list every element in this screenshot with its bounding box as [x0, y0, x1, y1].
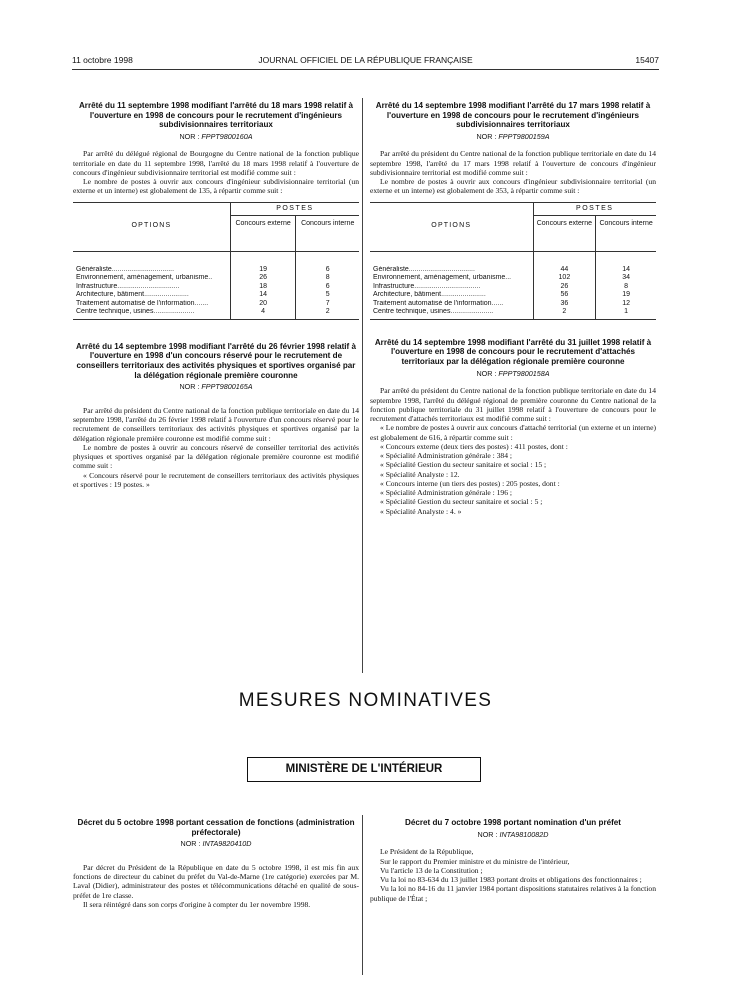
option-label: Centre technique, usines	[76, 308, 154, 316]
interne-value: 12	[596, 300, 656, 309]
nor-label: NOR :	[179, 382, 200, 392]
postes-table	[73, 202, 359, 320]
interne-value: 1	[596, 308, 656, 319]
list-item: « Spécialité Analyste : 12.	[380, 469, 460, 479]
table-row: Infrastructure................................ 18 6	[73, 283, 359, 292]
option-label: Traitement automatisé de l'information	[76, 299, 195, 307]
interne-value: 2	[296, 308, 359, 319]
list-item: « Spécialité Administration générale : 196 ;	[380, 488, 513, 498]
nor-reference	[370, 831, 656, 840]
column-divider	[362, 815, 363, 975]
nor-reference	[73, 840, 359, 849]
paragraph: Vu l'article 13 de la Constitution ;	[380, 865, 483, 875]
interne-value: 8	[596, 283, 656, 292]
paragraph: Le nombre de postes à ouvrir aux concours d'ingénieur subdivisionnaire territorial (un externe et un interne) est globalement de 353, à répartir comme suit :	[370, 177, 656, 196]
externe-value: 20	[230, 300, 296, 309]
externe-value: 36	[533, 300, 596, 309]
option-label: Traitement automatisé de l'information	[373, 299, 492, 307]
decret-5-octobre	[73, 818, 359, 909]
nor-code: INTA9820410D	[202, 839, 252, 849]
paragraph: Il sera réintégré dans son corps d'origine à compter du 1er novembre 1998.	[83, 899, 311, 909]
left-column	[73, 101, 359, 489]
option-label: Environnement, aménagement, urbanisme	[373, 274, 506, 282]
interne-value: 14	[596, 266, 656, 275]
paragraph: Par arrêté du président du Centre national de la fonction publique territoriale en date du 14 septembre 1998, l'arrêté du 17 mars 1998 relatif à l'ouverture de concours d'ingénieur subdivisionnaire territorial est modifié comme suit :	[370, 149, 656, 177]
table-row: Architecture, bâtiment....................... 14 5	[73, 291, 359, 300]
table-row: Centre technique, usines..................... 4 2	[73, 308, 359, 319]
table-row: Environnement, aménagement, urbanisme... 102 34	[370, 274, 656, 283]
list-item: « Spécialité Analyste : 4. »	[380, 506, 462, 516]
table-row: Traitement automatisé de l'information...... 36 12	[370, 300, 656, 309]
externe-value: 19	[230, 266, 296, 275]
arrete-14-septembre-apsp	[73, 342, 359, 489]
postes-table	[370, 202, 656, 320]
option-label: Généraliste	[76, 265, 112, 273]
paragraph: Vu la loi no 84-16 du 11 janvier 1984 portant dispositions statutaires relatives à la fonction publique de l'État ;	[370, 884, 656, 903]
paragraph: « Le nombre de postes à ouvrir aux concours d'attaché territorial (un externe et un interne) est globalement de 616, à répartir comme suit :	[370, 423, 656, 442]
interne-header: Concours interne	[296, 215, 359, 251]
section-title: Décret du 7 octobre 1998 portant nomination d'un préfet	[405, 818, 621, 827]
nor-label: NOR :	[476, 131, 497, 141]
header-page-number: 15407	[635, 55, 659, 65]
list-item: « Concours externe (deux tiers des postes) : 411 postes, dont :	[380, 441, 568, 451]
paragraph: Vu la loi no 83-634 du 13 juillet 1983 portant droits et obligations des fonctionnaires ;	[380, 875, 642, 885]
nor-reference	[73, 383, 359, 392]
table-row: Centre technique, usines...................... 2 1	[370, 308, 656, 319]
nor-code: FPPT9800165A	[201, 382, 253, 392]
list-item: « Spécialité Gestion du secteur sanitaire et social : 5 ;	[380, 497, 543, 507]
option-label: Architecture, bâtiment	[373, 291, 442, 299]
interne-value: 8	[296, 274, 359, 283]
header-date: 11 octobre 1998	[72, 55, 133, 65]
arrete-14-septembre-attaches	[370, 338, 656, 516]
option-label: Infrastructure	[76, 282, 118, 290]
running-header	[72, 55, 659, 69]
list-item: « Spécialité Administration générale : 384 ;	[380, 451, 513, 461]
mesures-nominatives-heading: MESURES NOMINATIVES	[238, 690, 493, 711]
externe-value: 44	[533, 266, 596, 275]
nor-code: FPPT9800158A	[498, 368, 550, 378]
section-title: Arrêté du 14 septembre 1998 modifiant l'arrêté du 17 mars 1998 relatif à l'ouverture en 1998 de concours pour le recrutement d'ingénieurs subdivisionnaires territoriaux	[375, 101, 651, 130]
paragraph: Le nombre de postes à ouvrir aux concours d'ingénieur subdivisionnaire territorial (un externe et un interne) est globalement de 135, à répartir comme suit :	[73, 177, 359, 196]
interne-value: 19	[596, 291, 656, 300]
nor-label: NOR :	[180, 839, 201, 849]
option-label: Architecture, bâtiment	[76, 291, 145, 299]
nor-reference	[370, 133, 656, 142]
externe-value: 26	[533, 283, 596, 292]
nor-code: INTA9810082D	[499, 829, 549, 839]
table-row: Environnement, aménagement, urbanisme.. 26 8	[73, 274, 359, 283]
externe-value: 14	[230, 291, 296, 300]
paragraph: Par arrêté du président du Centre national de la fonction publique territoriale en date du 14 septembre 1998, l'arrêté du 26 février 1998 relatif à l'ouverture d'un concours réservé pour le recrutement de conseillers territoriaux des activités physiques et sportives organisé par la délégation régionale première couronne est modifié comme suit :	[73, 405, 359, 443]
option-label: Infrastructure	[373, 282, 415, 290]
externe-value: 18	[230, 283, 296, 292]
table-row: Généraliste................................ 19 6	[73, 266, 359, 275]
interne-value: 7	[296, 300, 359, 309]
right-column	[370, 101, 656, 516]
section-title: Arrêté du 14 septembre 1998 modifiant l'arrêté du 26 février 1998 relatif à l'ouverture en 1998 d'un concours réservé pour le recrutement de conseillers territoriaux des activités physiques et sportives organisé par la délégation régionale première couronne	[76, 341, 356, 380]
table-row: Traitement automatisé de l'information....... 20 7	[73, 300, 359, 309]
externe-header: Concours externe	[230, 215, 296, 251]
paragraph: Par arrêté du président du Centre national de la fonction publique territoriale en date du 14 septembre 1998, l'arrêté du délégué régional de première couronne du Centre national de la fonction publique territoriale du 31 juillet 1998 relatif à l'ouverture de concours pour le recrutement d'attachés territoriaux est modifié comme suit :	[370, 386, 656, 424]
externe-header: Concours externe	[533, 215, 596, 251]
paragraph: Par arrêté du délégué régional de Bourgogne du Centre national de la fonction publique territoriale en date du 11 septembre 1998, l'arrêté du 18 mars 1998 relatif à l'ouverture de concours d'ingénieur subdivisionnaire territorial est modifié comme suit :	[73, 149, 359, 177]
paragraph: Le Président de la République,	[380, 847, 474, 857]
paragraph: Par décret du Président de la République en date du 5 octobre 1998, il est mis fin aux fonctions de directeur du cabinet du préfet du Val-de-Marne (1re catégorie) exercées par M. Laval (Didier), administrateur des postes et télécommunications détaché en qualité de sous-préfet de 1re classe.	[73, 862, 359, 900]
nor-reference	[370, 370, 656, 379]
option-label: Centre technique, usines	[373, 308, 451, 316]
decret-7-octobre	[370, 818, 656, 903]
nor-code: FPPT9800160A	[201, 131, 253, 141]
table-row: Généraliste.................................. 44 14	[370, 266, 656, 275]
ministere-heading: MINISTÈRE DE L'INTÉRIEUR	[247, 757, 481, 782]
interne-value: 6	[296, 283, 359, 292]
section-title: Arrêté du 11 septembre 1998 modifiant l'arrêté du 18 mars 1998 relatif à l'ouverture en 1998 de concours pour le recrutement d'ingénieurs subdivisionnaires territoriaux	[78, 101, 354, 130]
nor-reference	[73, 133, 359, 142]
nor-label: NOR :	[477, 829, 498, 839]
externe-value: 4	[230, 308, 296, 319]
interne-header: Concours interne	[596, 215, 656, 251]
externe-value: 102	[533, 274, 596, 283]
arrete-11-septembre	[73, 101, 359, 320]
paragraph: Sur le rapport du Premier ministre et du ministre de l'intérieur,	[380, 856, 570, 866]
section-title: Décret du 5 octobre 1998 portant cessation de fonctions (administration préfectorale)	[77, 818, 355, 837]
externe-value: 2	[533, 308, 596, 319]
list-item: « Concours interne (un tiers des postes) : 205 postes, dont :	[380, 478, 560, 488]
nor-label: NOR :	[179, 131, 200, 141]
interne-value: 34	[596, 274, 656, 283]
externe-value: 26	[230, 274, 296, 283]
option-label: Environnement, aménagement, urbanisme	[76, 274, 209, 282]
nor-label: NOR :	[476, 368, 497, 378]
interne-value: 6	[296, 266, 359, 275]
externe-value: 56	[533, 291, 596, 300]
postes-header: POSTES	[230, 202, 359, 215]
column-divider	[362, 98, 363, 673]
header-rule	[72, 69, 659, 70]
options-header: OPTIONS	[370, 202, 533, 251]
table-row: Architecture, bâtiment....................... 56 19	[370, 291, 656, 300]
paragraph: « Concours réservé pour le recrutement de conseillers territoriaux des activités physiques et sportives : 19 postes. »	[73, 470, 359, 489]
list-item: « Spécialité Gestion du secteur sanitaire et social : 15 ;	[380, 460, 547, 470]
options-header: OPTIONS	[73, 202, 230, 251]
section-title: Arrêté du 14 septembre 1998 modifiant l'arrêté du 31 juillet 1998 relatif à l'ouverture en 1998 de concours pour le recrutement d'attachés territoriaux par la délégation régionale première couronne	[374, 337, 652, 366]
option-label: Généraliste	[373, 265, 409, 273]
paragraph: Le nombre de postes à ouvrir au concours réservé de conseiller territorial des activités physiques et sportives organisé par la délégation régionale première couronne est modifié comme suit :	[73, 442, 359, 471]
arrete-14-septembre-ingenieurs	[370, 101, 656, 320]
table-row: Infrastructure.................................. 26 8	[370, 283, 656, 292]
postes-header: POSTES	[533, 202, 656, 215]
header-title: JOURNAL OFFICIEL DE LA RÉPUBLIQUE FRANÇAISE	[258, 55, 473, 65]
interne-value: 5	[296, 291, 359, 300]
nor-code: FPPT9800159A	[498, 131, 550, 141]
